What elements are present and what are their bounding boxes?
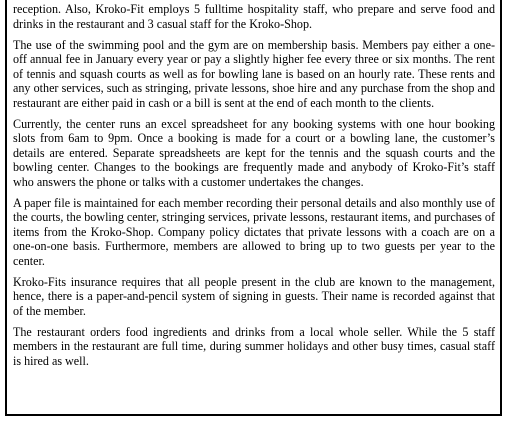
paragraph-staff: reception. Also, Kroko-Fit employs 5 fulltime hospitality staff, who prepare and serve food and drinks in the restaurant and 3 casual staff for the Kroko-Shop. [13,2,495,31]
paragraph-insurance: Kroko-Fits insurance requires that all people present in the club are known to the management, hence, there is a paper-and-pencil system of signing in guests. Their name is recorded against that of the member. [13,274,495,318]
document-text-frame [5,0,502,416]
paragraph-booking: Currently, the center runs an excel spreadsheet for any booking systems with one hour booking slots from 6am to 9pm. Once a booking is made for a court or a bowling lane, the customer’s details are entered. Separate spreadsheets are kept for the tennis and the squash courts and the bowling center. Changes to the bookings are frequently made and anybody of Kroko-Fit’s staff who answers the phone or talks with a customer undertakes the changes. [13,116,495,189]
paragraph-membership: The use of the swimming pool and the gym are on membership basis. Members pay either a one-off annual fee in January every year or pay a slightly higher fee every three or six months. The rent of tennis and squash courts as well as for bowling lane is based on an hourly rate. These rents and any other services, such as stringing, private lessons, shoe hire and any purchase from the shop and restaurant are either paid in cash or a bill is sent at the end of each month to the clients. [13,37,495,110]
paragraph-member-file: A paper file is maintained for each member recording their personal details and also monthly use of the courts, the bowling center, stringing services, private lessons, restaurant items, and purchases of items from the Kroko-Shop. Company policy dictates that private lessons with a coach are on a one-on-one basis. Furthermore, members are allowed to bring up to two guests per year to the center. [13,195,495,268]
paragraph-restaurant: The restaurant orders food ingredients and drinks from a local whole seller. While the 5 staff members in the restaurant are full time, during summer holidays and other busy times, casual staff is hired as well. [13,324,495,368]
